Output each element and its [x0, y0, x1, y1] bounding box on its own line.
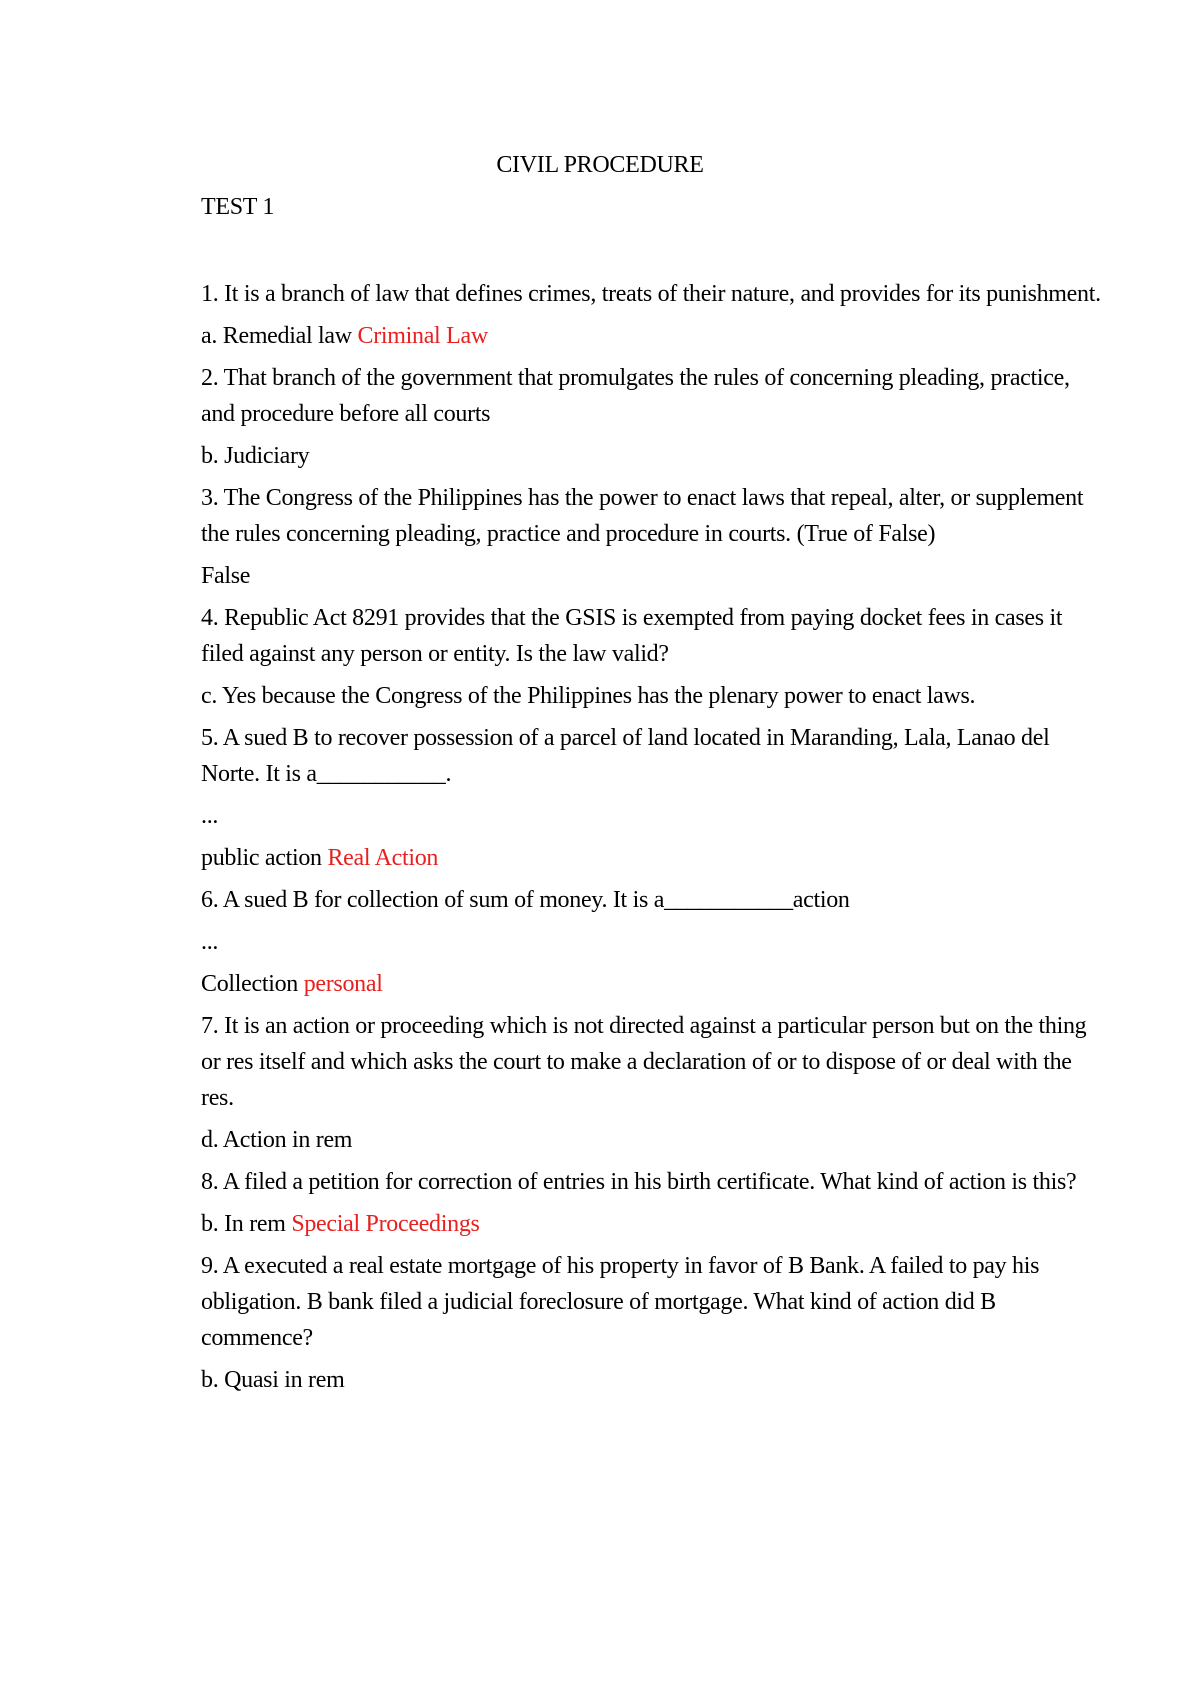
paragraph-text: b. Judiciary [201, 443, 310, 469]
paragraph-text: public action [201, 845, 328, 871]
paragraph-text: False [201, 563, 251, 589]
paragraph-text: 5. A sued B to recover possession of a parcel of land located in Maranding, Lala, Lanao del Norte. It is a___________. [201, 725, 1050, 787]
paragraph [201, 840, 1101, 876]
paragraph [201, 360, 1101, 432]
paragraph [201, 1164, 1101, 1200]
paragraph [201, 798, 1101, 834]
paragraph [201, 924, 1101, 960]
paragraph [201, 678, 1101, 714]
paragraph-text: 8. A filed a petition for correction of entries in his birth certificate. What kind of action is this? [201, 1169, 1077, 1195]
red-answer: personal [303, 971, 383, 997]
page-title: CIVIL PROCEDURE [496, 152, 704, 178]
paragraph-text: 7. It is an action or proceeding which is not directed against a particular person but on the thing or res itself and which asks the court to make a declaration of or to dispose of or deal with the res. [201, 1013, 1087, 1111]
paragraph [201, 966, 1101, 1002]
paragraph-text: d. Action in rem [201, 1127, 353, 1153]
paragraph [201, 600, 1101, 672]
paragraph [201, 1008, 1101, 1116]
paragraph [201, 1122, 1101, 1158]
paragraph [201, 276, 1101, 312]
paragraph [201, 720, 1101, 792]
paragraph [201, 318, 1101, 354]
paragraph-text: 9. A executed a real estate mortgage of his property in favor of B Bank. A failed to pay his obligation. B bank filed a judicial foreclosure of mortgage. What kind of action did B commence? [201, 1253, 1040, 1351]
paragraph [201, 1362, 1101, 1398]
paragraph-text: 3. The Congress of the Philippines has the power to enact laws that repeal, alter, or supplement the rules concerning pleading, practice and procedure in courts. (True of False) [201, 485, 1084, 547]
paragraph-text: 6. A sued B for collection of sum of money. It is a___________action [201, 887, 850, 913]
red-answer: Special Proceedings [291, 1211, 480, 1237]
paragraph-text: b. Quasi in rem [201, 1367, 345, 1393]
paragraph-text: b. In rem [201, 1211, 292, 1237]
red-answer: Criminal Law [357, 323, 488, 349]
red-answer: Real Action [327, 845, 439, 871]
paragraph [201, 1206, 1101, 1242]
paragraph-text: c. Yes because the Congress of the Philippines has the plenary power to enact laws. [201, 683, 976, 709]
paragraph-text: ... [201, 929, 219, 955]
test-label: TEST 1 [201, 194, 275, 220]
paragraph-text: Collection [201, 971, 304, 997]
paragraph-text: ... [201, 803, 219, 829]
paragraph-text: 1. It is a branch of law that defines crimes, treats of their nature, and provides for its punishment. [201, 281, 1101, 307]
paragraph [201, 558, 1101, 594]
paragraph [201, 1248, 1101, 1356]
document-body [201, 276, 1101, 1404]
paragraph [201, 882, 1101, 918]
paragraph-text: 4. Republic Act 8291 provides that the GSIS is exempted from paying docket fees in cases it filed against any person or entity. Is the law valid? [201, 605, 1063, 667]
paragraph [201, 480, 1101, 552]
paragraph [201, 438, 1101, 474]
paragraph-text: a. Remedial law [201, 323, 358, 349]
paragraph-text: 2. That branch of the government that promulgates the rules of concerning pleading, practice, and procedure before all courts [201, 365, 1070, 427]
